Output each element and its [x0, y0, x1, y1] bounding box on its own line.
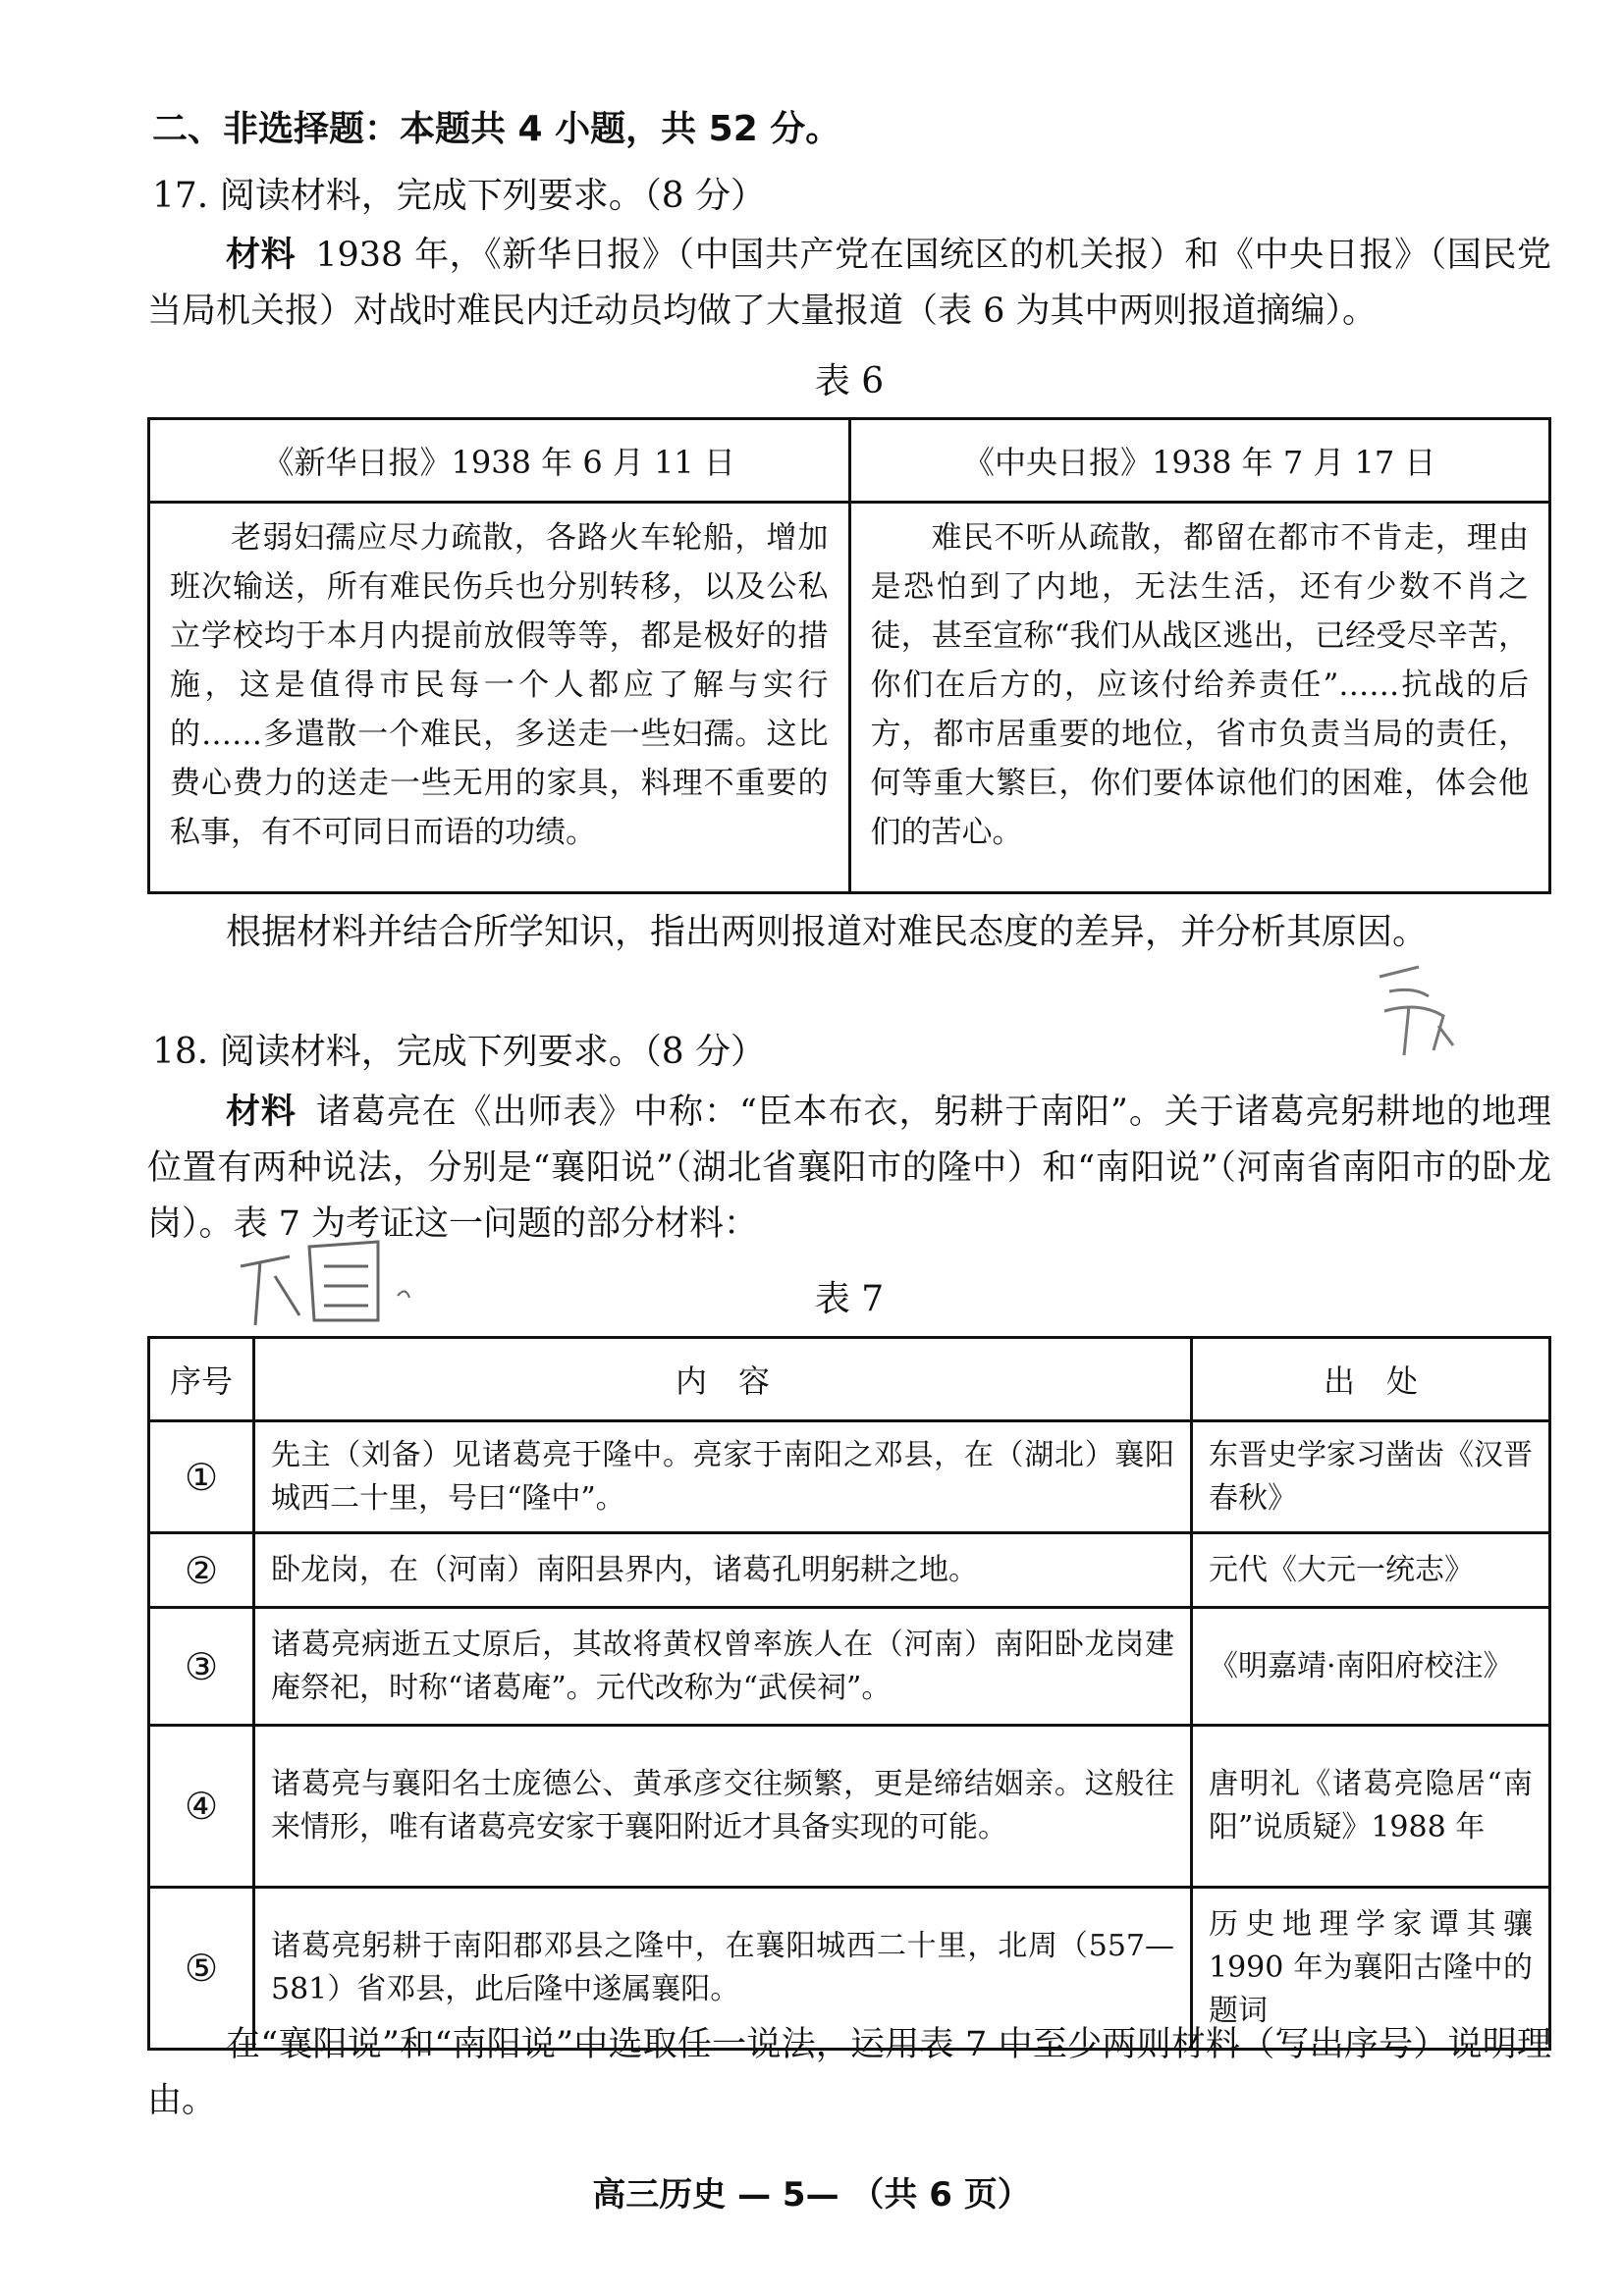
- table7-source: 《明嘉靖·南阳府校注》: [1192, 1608, 1550, 1726]
- q17-material-text: 1938 年，《新华日报》（中国共产党在国统区的机关报）和《中央日报》（国民党当局机关报）对战时难民内迁动员均做了大量报道（表 6 为其中两则报道摘编）。: [147, 236, 1551, 331]
- table6-caption: 表 6: [814, 361, 885, 401]
- table7-num: ⑤: [149, 1888, 254, 2050]
- table6-header-zhongyang: 《中央日报》1938 年 7 月 17 日: [849, 419, 1550, 503]
- q18-title: 18. 阅读材料，完成下列要求。（8 分）: [152, 1032, 767, 1072]
- table7-num: ①: [149, 1421, 254, 1533]
- table7-content: 卧龙岗，在（河南）南阳县界内，诸葛孔明躬耕之地。: [254, 1533, 1192, 1608]
- table7-header-source: 出 处: [1192, 1338, 1550, 1421]
- table7-source: 历史地理学家谭其骧 1990 年为襄阳古隆中的题词: [1192, 1888, 1550, 2050]
- q18-material-label: 材料: [226, 1093, 297, 1132]
- table7-content: 诸葛亮与襄阳名士庞德公、黄承彦交往频繁，更是缔结姻亲。这般往来情形，唯有诸葛亮安家于襄阳附近才具备实现的可能。: [254, 1726, 1192, 1888]
- table7-num: ③: [149, 1608, 254, 1726]
- table7-row: [149, 1726, 1550, 1888]
- page-footer: 高三历史 — 5— （共 6 页）: [592, 2175, 1031, 2215]
- table7-row: [149, 1533, 1550, 1608]
- table6-header-xinhua: 《新华日报》1938 年 6 月 11 日: [149, 419, 850, 503]
- table7-source: 元代《大元一统志》: [1192, 1533, 1550, 1608]
- q17-material-label: 材料: [226, 236, 297, 275]
- section-title: 二、非选择题：本题共 4 小题，共 52 分。: [152, 109, 841, 149]
- table7-caption: 表 7: [814, 1279, 885, 1319]
- table-6: [147, 417, 1551, 894]
- table6-cell-xinhua: 老弱妇孺应尽力疏散，各路火车轮船，增加班次输送，所有难民伤兵也分别转移，以及公私立学校均于本月内提前放假等等，都是极好的措施，这是值得市民每一个人都应了解与实行的……多遣散一个难民，多送走一些妇孺。这比费心费力的送走一些无用的家具，料理不重要的私事，有不可同日而语的功绩。: [149, 503, 850, 893]
- q17-material: [147, 228, 1551, 340]
- table7-source: 东晋史学家习凿齿《汉晋春秋》: [1192, 1421, 1550, 1533]
- table7-row: [149, 1421, 1550, 1533]
- table7-content: 先主（刘备）见诸葛亮于隆中。亮家于南阳之邓县，在（湖北）襄阳城西二十里，号曰“隆中”。: [254, 1421, 1192, 1533]
- table7-num: ②: [149, 1533, 254, 1608]
- table7-num: ④: [149, 1726, 254, 1888]
- handwritten-scribble-mark: [1360, 957, 1468, 1065]
- table7-header-content: 内 容: [254, 1338, 1192, 1421]
- table-7: [147, 1336, 1551, 2051]
- q17-question: 根据材料并结合所学知识，指出两则报道对难民态度的差异，并分析其原因。: [226, 912, 1429, 952]
- q18-material-text: 诸葛亮在《出师表》中称：“臣本布衣，躬耕于南阳”。关于诸葛亮躬耕地的地理位置有两种说法，分别是“襄阳说”（湖北省襄阳市的隆中）和“南阳说”（河南省南阳市的卧龙岗）。表 7 为考证这一问题的部分材料：: [147, 1093, 1551, 1244]
- table7-content: 诸葛亮躬耕于南阳郡邓县之隆中，在襄阳城西二十里，北周（557—581）省邓县，此后隆中遂属襄阳。: [254, 1888, 1192, 2050]
- table7-header-num: 序号: [149, 1338, 254, 1421]
- table7-source: 唐明礼《诸葛亮隐居“南阳”说质疑》1988 年: [1192, 1726, 1550, 1888]
- q18-question: 在“襄阳说”和“南阳说”中选取任一说法，运用表 7 中至少两则材料（写出序号）说明理由。: [147, 2025, 1551, 2120]
- q17-title: 17. 阅读材料，完成下列要求。（8 分）: [152, 176, 767, 216]
- table7-row: [149, 1608, 1550, 1726]
- handwritten-doodle-mark: [231, 1227, 417, 1335]
- table7-content: 诸葛亮病逝五丈原后，其故将黄权曾率族人在（河南）南阳卧龙岗建庵祭祀，时称“诸葛庵”。元代改称为“武侯祠”。: [254, 1608, 1192, 1726]
- table6-cell-zhongyang: 难民不听从疏散，都留在都市不肯走，理由是恐怕到了内地，无法生活，还有少数不肖之徒，甚至宣称“我们从战区逃出，已经受尽辛苦，你们在后方的，应该付给养责任”……抗战的后方，都市居重要的地位，省市负责当局的责任，何等重大繁巨，你们要体谅他们的困难，体会他们的苦心。: [849, 503, 1550, 893]
